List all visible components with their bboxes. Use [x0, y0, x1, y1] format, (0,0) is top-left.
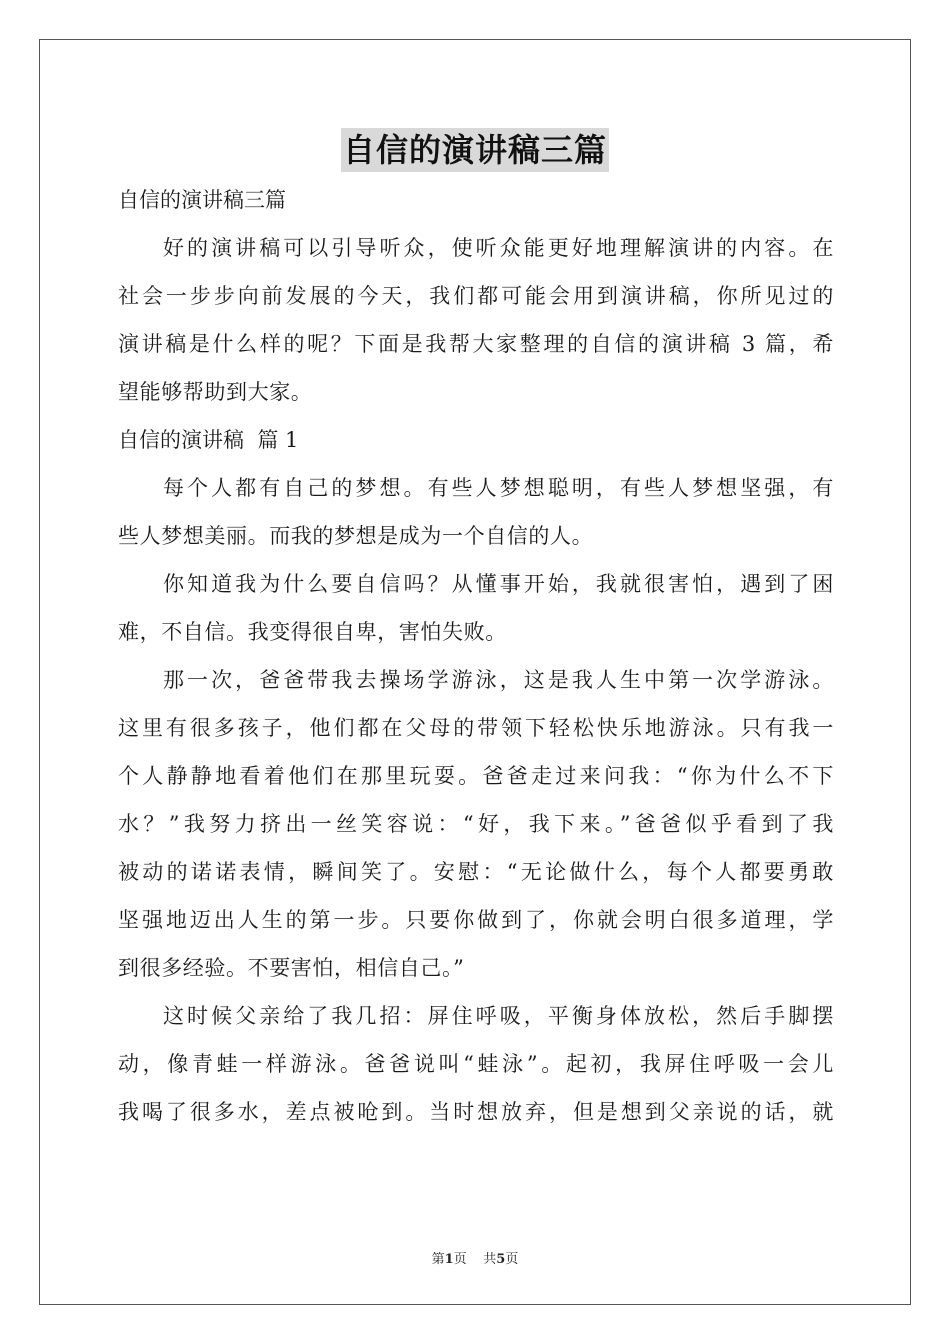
text-line: 个人静静地看着他们在那里玩耍。爸爸走过来问我：“你为什么不下: [118, 764, 834, 788]
intro-paragraph: [118, 224, 834, 416]
text-line: 每个人都有自己的梦想。有些人梦想聪明，有些人梦想坚强，有: [163, 476, 834, 500]
text-line: 难，不自信。我变得很自卑，害怕失败。: [118, 620, 507, 644]
paragraph-3: [118, 656, 834, 992]
text-line: 些人梦想美丽。而我的梦想是成为一个自信的人。: [118, 524, 594, 548]
text-line: 我喝了很多水，差点被呛到。当时想放弃，但是想到父亲说的话，就: [118, 1100, 834, 1124]
section-heading: 自信的演讲稿 篇 1: [118, 428, 299, 452]
page-total: 5: [496, 1252, 506, 1267]
document-title: 自信的演讲稿三篇: [341, 128, 609, 172]
text-line: 望能够帮助到大家。: [118, 380, 313, 404]
page-current: 1: [444, 1252, 454, 1267]
page-footer: [0, 1248, 950, 1267]
title-container: [0, 128, 950, 172]
page-prefix: 第: [431, 1252, 445, 1267]
text-line: 社会一步步向前发展的今天，我们都可能会用到演讲稿，你所见过的: [118, 284, 834, 308]
text-line: 你知道我为什么要自信吗？从懂事开始，我就很害怕，遇到了困: [163, 572, 834, 596]
text-line: 好的演讲稿可以引导听众，使听众能更好地理解演讲的内容。在: [163, 236, 834, 260]
text-line: 那一次，爸爸带我去操场学游泳，这是我人生中第一次学游泳。: [163, 668, 834, 692]
total-prefix: 共: [483, 1252, 497, 1267]
text-line: 到很多经验。不要害怕，相信自己。”: [118, 956, 465, 980]
paragraph-4: [118, 992, 834, 1136]
text-line: 坚强地迈出人生的第一步。只要你做到了，你就会明白很多道理，学: [118, 908, 834, 932]
document-subtitle: 自信的演讲稿三篇: [118, 188, 286, 212]
text-line: 这时候父亲给了我几招：屏住呼吸，平衡身体放松，然后手脚摆: [163, 1004, 834, 1028]
text-line: 被动的诺诺表情，瞬间笑了。安慰：“无论做什么，每个人都要勇敢: [118, 860, 834, 884]
paragraph-1: [118, 464, 834, 560]
text-line: 水？”我努力挤出一丝笑容说：“好，我下来。”爸爸似乎看到了我: [118, 812, 834, 836]
document-body: [118, 176, 834, 1136]
total-suffix: 页: [505, 1252, 519, 1267]
text-line: 动，像青蛙一样游泳。爸爸说叫“蛙泳”。起初，我屏住呼吸一会儿: [118, 1052, 834, 1076]
text-line: 这里有很多孩子，他们都在父母的带领下轻松快乐地游泳。只有我一: [118, 716, 834, 740]
text-line: 演讲稿是什么样的呢？下面是我帮大家整理的自信的演讲稿 3 篇，希: [118, 332, 834, 356]
paragraph-2: [118, 560, 834, 656]
page-suffix: 页: [453, 1252, 467, 1267]
